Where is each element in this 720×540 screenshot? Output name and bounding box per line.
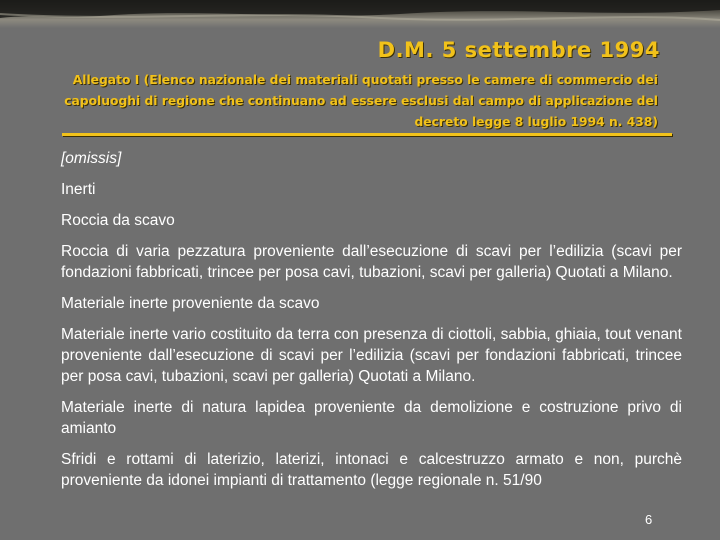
item-description-materiale-inerte: Materiale inerte vario costituito da terra con presenza di ciottoli, sabbia, ghiaia, tout venant proveniente dall’esecuzione di scavi per l’edilizia (scavi per fondazioni fabbricati, trincee per posa cavi, tubazioni, scavi per galleria) Quotati a Milano. <box>61 326 682 385</box>
item-heading-lapidea: Materiale inerte di natura lapidea proveniente da demolizione e costruzione privo di amianto <box>61 399 682 437</box>
slide-body <box>61 148 682 501</box>
slide-title: D.M. 5 settembre 1994 <box>377 38 660 62</box>
decorative-header-band <box>0 0 720 28</box>
page-number: 6 <box>645 512 653 527</box>
brush-stroke-decoration <box>0 0 720 28</box>
omissis-text: [omissis] <box>61 150 122 167</box>
item-description-sfridi: Sfridi e rottami di laterizio, laterizi, intonaci e calcestruzzo armato e non, purchè proveniente da idonei impianti di trattamento (legge regionale n. 51/90 <box>61 451 682 489</box>
item-heading-materiale-inerte: Materiale inerte proveniente da scavo <box>61 295 320 312</box>
title-divider <box>62 133 672 136</box>
section-heading-inerti: Inerti <box>61 181 96 198</box>
item-description-roccia: Roccia di varia pezzatura proveniente dall’esecuzione di scavi per l’edilizia (scavi per fondazioni fabbricati, trincee per posa cavi, tubazioni, scavi per galleria) Quotati a Milano. <box>61 243 682 281</box>
item-heading-roccia: Roccia da scavo <box>61 212 175 229</box>
slide-subtitle: Allegato I (Elenco nazionale dei materiali quotati presso le camere di commercio dei capoluoghi di regione che continuano ad essere esclusi dal campo di applicazione del decreto legge 8 luglio 1994 n. 438) <box>64 73 658 129</box>
